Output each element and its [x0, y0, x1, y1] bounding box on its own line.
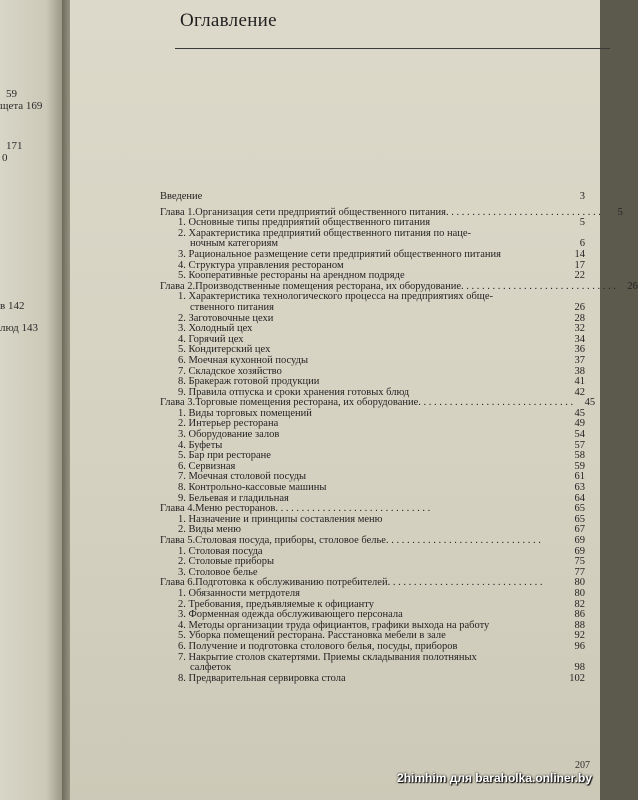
- toc-page-number: 77: [574, 566, 585, 578]
- toc-entry-text: 4. Структура управления рестораном: [178, 259, 344, 271]
- toc-page-number: 57: [574, 439, 585, 451]
- toc-entry-text: 5. Кондитерский цех: [178, 344, 271, 356]
- toc-row: [160, 356, 585, 367]
- toc-page-number: 5: [579, 217, 585, 229]
- toc-entry-text: 1. Обязанности метрдотеля: [178, 587, 300, 599]
- page-title: Оглавление: [180, 10, 277, 31]
- toc-row: [160, 250, 585, 261]
- toc-page-number: 14: [574, 248, 585, 260]
- chapter-title: Меню ресторанов: [195, 503, 276, 515]
- toc-entry-text: 8. Бракераж готовой продукции: [178, 376, 320, 388]
- toc-entry-text: 1. Виды торговых помещений: [178, 407, 312, 419]
- toc-entry-text: 1. Назначение и принципы составления меню: [178, 513, 383, 525]
- chapter-label: Глава 6.: [160, 577, 196, 589]
- toc-entry-text: 2. Виды меню: [178, 524, 241, 536]
- toc-page-number: 80: [574, 577, 585, 589]
- left-page-fragment: 0: [2, 152, 8, 164]
- table-of-contents: [160, 191, 638, 684]
- toc-page-number: 67: [574, 524, 585, 536]
- toc-page-number: 45: [574, 407, 585, 419]
- toc-page-number: 65: [574, 503, 585, 515]
- toc-page-number: 75: [574, 556, 585, 568]
- toc-page-number: 5: [617, 206, 623, 218]
- chapter-label: Глава 3.: [160, 397, 196, 409]
- toc-entry-text: 5. Бар при ресторане: [178, 450, 271, 462]
- toc-page-number: 49: [574, 418, 585, 430]
- toc-row: [160, 642, 585, 653]
- toc-page-number: 37: [574, 354, 585, 366]
- toc-entry-text: 7. Складское хозяйство: [178, 365, 282, 377]
- toc-entry-text: 9. Бельевая и гладильная: [178, 492, 289, 504]
- chapter-label: Глава 4.: [160, 503, 196, 515]
- toc-row: [160, 589, 585, 600]
- toc-page-number: 92: [574, 630, 585, 642]
- toc-page-number: 86: [574, 609, 585, 621]
- toc-entry-text: 1. Основные типы предприятий общественного питания: [178, 217, 431, 229]
- toc-entry-text: 4. Буфеты: [178, 439, 223, 451]
- toc-entry-text: 3. Рациональное размещение сети предприятий общественного питания: [178, 248, 501, 260]
- leader-dots: . . . . . . . . . . . . . . . . . . . . . . . . . . . . . .: [385, 535, 541, 546]
- chapter-label: Глава 5.: [160, 535, 196, 546]
- leader-dots: . . . . . . . . . . . . . . . . . . . . . . . . . . . . . .: [460, 280, 616, 292]
- toc-page-number: 26: [574, 301, 585, 313]
- toc-entry-text: 3. Форменная одежда обслуживающего персонала: [178, 609, 403, 621]
- toc-page-number: 42: [574, 386, 585, 398]
- toc-page-number: 45: [584, 397, 596, 409]
- toc-entry-text: 2. Интерьер ресторана: [178, 418, 279, 430]
- contents-page: [70, 0, 638, 800]
- chapter-title: Столовая посуда, приборы, столовое белье: [195, 535, 386, 546]
- toc-page-number: 3: [579, 191, 585, 202]
- page-number: 207: [575, 760, 590, 771]
- toc-page-number: 80: [574, 587, 585, 599]
- toc-page-number: 34: [574, 333, 585, 345]
- toc-page-number: 54: [574, 429, 585, 441]
- toc-page-number: 38: [574, 365, 585, 377]
- toc-entry-text: 8. Контрольно-кассовые машины: [178, 482, 327, 494]
- watermark: 2himhim для baraholka.onliner.by: [397, 771, 592, 785]
- toc-page-number: 65: [574, 513, 585, 525]
- toc-page-number: 63: [574, 482, 585, 494]
- left-page-fragment: в 142: [0, 300, 25, 312]
- toc-page-number: 36: [574, 344, 585, 356]
- chapter-title: Подготовка к обслуживанию потребителей: [195, 577, 388, 589]
- toc-page-number: 58: [574, 450, 585, 462]
- toc-entry-text: 3. Холодный цех: [178, 323, 253, 335]
- left-page-fragment: щета 169: [0, 100, 43, 112]
- chapter-title: Торговые помещения ресторана, их оборудование: [195, 397, 419, 409]
- toc-page-number: 28: [574, 312, 585, 324]
- toc-page-number: 6: [579, 238, 585, 250]
- toc-entry-text: 6. Получение и подготовка столового белья, посуды, приборов: [178, 640, 458, 652]
- left-page-fragment: 171: [6, 140, 23, 152]
- leader-dots: . . . . . . . . . . . . . . . . . . . . . . . . . . . . . .: [418, 397, 574, 409]
- toc-entry-text: Введение: [160, 191, 203, 202]
- toc-row: [160, 192, 585, 203]
- left-page-fragment: 59: [6, 88, 17, 100]
- toc-page-number: 64: [574, 492, 585, 504]
- toc-row: [160, 303, 585, 314]
- toc-entry-text: 4. Горячий цех: [178, 333, 244, 345]
- toc-entry-text: 3. Оборудование залов: [178, 429, 280, 441]
- toc-row: [160, 430, 585, 441]
- toc-page-number: 26: [627, 280, 638, 292]
- toc-entry-text: 2. Требования, предъявляемые к официанту: [178, 598, 374, 610]
- chapter-label: Глава 1.: [160, 206, 196, 218]
- toc-entry-text: 5. Уборка помещений ресторана. Расстановка мебели в зале: [178, 630, 446, 642]
- toc-page-number: 59: [574, 460, 585, 472]
- toc-entry-text: ночным категориям: [190, 238, 279, 250]
- leader-dots: . . . . . . . . . . . . . . . . . . . . . . . . . . . . . .: [387, 577, 543, 589]
- toc-entry-text: 9. Правила отпуска и сроки хранения готовых блюд: [178, 386, 410, 398]
- toc-page-number: 102: [569, 672, 585, 684]
- toc-page-number: 96: [574, 640, 585, 652]
- toc-chapter-row: [160, 536, 585, 547]
- toc-entry-text: 2. Характеристика предприятий общественного питания по наце-: [178, 227, 472, 239]
- toc-entry-text: 3. Столовое белье: [178, 566, 258, 578]
- title-rule: [175, 48, 610, 49]
- leader-dots: . . . . . . . . . . . . . . . . . . . . . . . . . . . . . .: [446, 206, 601, 218]
- toc-entry-text: 1. Столовая посуда: [178, 545, 263, 557]
- toc-page-number: 88: [574, 619, 585, 631]
- chapter-title: Производственные помещения ресторана, их оборудование: [195, 280, 461, 292]
- toc-entry-text: 6. Моечная кухонной посуды: [178, 354, 309, 366]
- left-page-fragment: люд 143: [0, 322, 38, 334]
- toc-page-number: 41: [574, 376, 585, 388]
- left-page-edge: [0, 0, 66, 800]
- toc-page-number: 82: [574, 598, 585, 610]
- leader-dots: . . . . . . . . . . . . . . . . . . . . . . . . . . . . . .: [275, 503, 431, 515]
- toc-page-number: 69: [574, 545, 585, 557]
- chapter-title: Организация сети предприятий общественного питания: [195, 206, 446, 218]
- toc-entry-text: 7. Моечная столовой посуды: [178, 471, 307, 483]
- toc-page-number: 17: [574, 259, 585, 271]
- toc-page-number: 22: [574, 270, 585, 282]
- toc-entry-text: 8. Предварительная сервировка стола: [178, 672, 346, 684]
- toc-page-number: 69: [574, 535, 585, 546]
- toc-entry-text: 7. Накрытие столов скатертями. Приемы складывания полотняных: [178, 651, 477, 663]
- toc-entry-text: ственного питания: [190, 301, 274, 313]
- toc-page-number: 98: [574, 662, 585, 674]
- toc-entry-text: 4. Методы организации труда официантов, графики выхода на работу: [178, 619, 490, 631]
- toc-entry-text: 2. Заготовочные цехи: [178, 312, 274, 324]
- toc-row: [160, 674, 585, 685]
- toc-entry-text: салфеток: [190, 662, 232, 674]
- toc-entry-text: 1. Характеристика технологического процесса на предприятиях обще-: [178, 291, 494, 303]
- toc-entry-text: 5. Кооперативные рестораны на арендном подряде: [178, 270, 405, 282]
- toc-page-number: 61: [574, 471, 585, 483]
- chapter-label: Глава 2.: [160, 280, 196, 292]
- toc-entry-text: 6. Сервизная: [178, 460, 236, 472]
- toc-entry-text: 2. Столовые приборы: [178, 556, 275, 568]
- toc-page-number: 32: [574, 323, 585, 335]
